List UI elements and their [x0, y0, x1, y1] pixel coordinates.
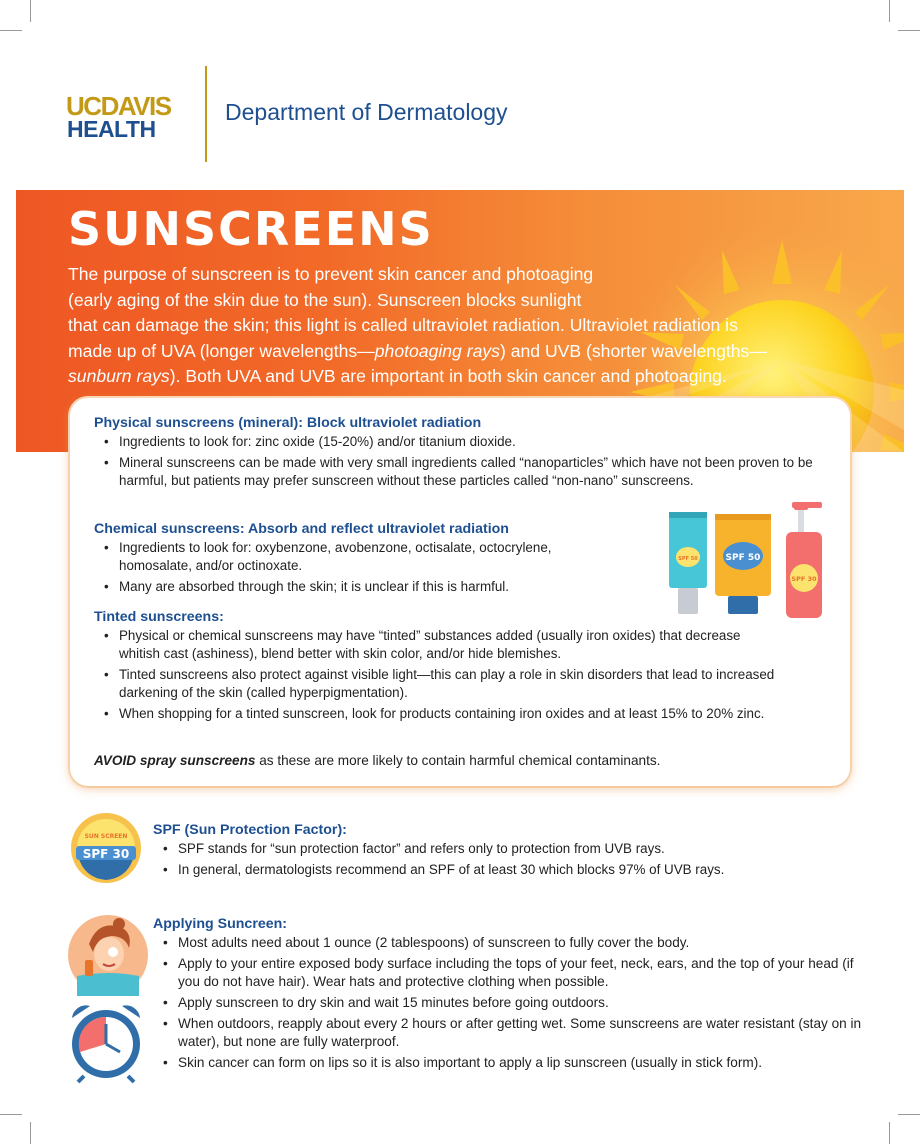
intro-paragraph — [68, 262, 838, 390]
applying-heading: Applying Suncreen: — [153, 916, 288, 932]
intro-emphasis: photoaging rays — [374, 340, 500, 361]
chemical-list — [104, 539, 552, 599]
sunscreen-products-illustration — [664, 502, 834, 620]
list-item: • When shopping for a tinted sunscreen, look for products containing iron oxides and at least 15% to 20% zinc. — [104, 705, 780, 723]
chemical-heading: Chemical sunscreens: Absorb and reflect ultraviolet radiation — [94, 521, 509, 537]
crop-mark — [889, 1122, 890, 1144]
crop-mark — [30, 1122, 31, 1144]
list-item: • SPF stands for “sun protection factor” and refers only to protection from UVB rays. — [163, 840, 843, 858]
list-item: • Ingredients to look for: zinc oxide (15-20%) and/or titanium dioxide. — [104, 433, 824, 451]
applying-list — [163, 934, 863, 1075]
avoid-emphasis: AVOID spray sunscreens — [94, 753, 256, 768]
applying-sunscreen-face-icon — [67, 914, 149, 996]
intro-line: The purpose of sunscreen is to prevent skin cancer and photoaging — [68, 264, 594, 284]
spf-heading: SPF (Sun Protection Factor): — [153, 822, 347, 838]
logo-davis: DAVIS — [100, 91, 171, 121]
physical-heading: Physical sunscreens (mineral): Block ultraviolet radiation — [94, 415, 482, 431]
list-item: • Tinted sunscreens also protect against visible light—this can play a role in skin disorders that lead to increased darkening of the skin (called hyperpigmentation). — [104, 666, 780, 702]
logo-health: HEALTH — [67, 115, 156, 142]
list-item: • Mineral sunscreens can be made with very small ingredients called “nanoparticles” which have not been proven to be harmful, but patients may prefer sunscreen without these particles called “non-nano” sunscreens. — [104, 454, 824, 490]
list-item: • Physical or chemical sunscreens may have “tinted” substances added (usually iron oxides) that decrease whitish cast (ashiness), blend better with skin color, and/or hide blemishes. — [104, 627, 780, 663]
department-name: Department of Dermatology — [225, 99, 508, 125]
list-item: • When outdoors, reapply about every 2 hours or after getting wet. Some sunscreens are water resistant (stay on in water), but none are fully waterproof. — [163, 1015, 863, 1051]
intro-line: made up of UVA (longer wavelengths— — [68, 340, 375, 361]
intro-line: that can damage the skin; this light is called ultraviolet radiation. Ultraviolet radiation is — [68, 315, 738, 335]
tube-large-label: SPF 50 — [725, 553, 761, 563]
logo-divider — [205, 66, 207, 162]
logo-uc: UC — [66, 91, 101, 121]
alarm-clock-icon — [66, 1000, 146, 1084]
list-item: • Apply to your entire exposed body surface including the tops of your feet, neck, ears, and the top of your head (if you do not have hair). Wear hats and protective clothing when possible. — [163, 955, 863, 991]
crop-mark — [889, 0, 890, 22]
physical-list — [104, 433, 824, 493]
spf-list — [163, 840, 843, 882]
list-item: • Most adults need about 1 ounce (2 tablespoons) of sunscreen to fully cover the body. — [163, 934, 863, 952]
tinted-heading: Tinted sunscreens: — [94, 609, 224, 625]
bottle-label: SPF 30 — [791, 575, 817, 583]
avoid-text: as these are more likely to contain harmful chemical contaminants. — [255, 753, 661, 768]
list-item: • Many are absorbed through the skin; it is unclear if this is harmful. — [104, 578, 552, 596]
badge-top-text: SUN SCREEN — [84, 833, 128, 840]
list-item: • Skin cancer can form on lips so it is also important to apply a lip sunscreen (usually in stick form). — [163, 1054, 863, 1072]
crop-mark — [0, 30, 22, 31]
page-title: SUNSCREENS — [68, 202, 434, 256]
list-item: • Ingredients to look for: oxybenzone, avobenzone, octisalate, octocrylene, homosalate, and/or octinoxate. — [104, 539, 552, 575]
intro-line: ) and UVB (shorter wavelengths— — [499, 340, 767, 361]
crop-mark — [30, 0, 31, 22]
badge-main-text: SPF 30 — [82, 847, 130, 861]
avoid-spray-note — [94, 753, 660, 768]
tube-small-label: SPF 50 — [678, 556, 698, 562]
spf-badge-icon — [70, 812, 142, 884]
tinted-list — [104, 627, 780, 726]
uc-davis-health-logo — [66, 91, 190, 142]
intro-line: (early aging of the skin due to the sun). Sunscreen blocks sunlight — [68, 289, 582, 310]
crop-mark — [898, 1114, 920, 1115]
intro-line: ). Both UVA and UVB are important in both skin cancer and photoaging. — [169, 366, 727, 386]
intro-emphasis: sunburn rays — [68, 366, 170, 386]
list-item: • In general, dermatologists recommend an SPF of at least 30 which blocks 97% of UVB rays. — [163, 861, 843, 879]
crop-mark — [898, 30, 920, 31]
crop-mark — [0, 1114, 22, 1115]
list-item: • Apply sunscreen to dry skin and wait 15 minutes before going outdoors. — [163, 994, 863, 1012]
